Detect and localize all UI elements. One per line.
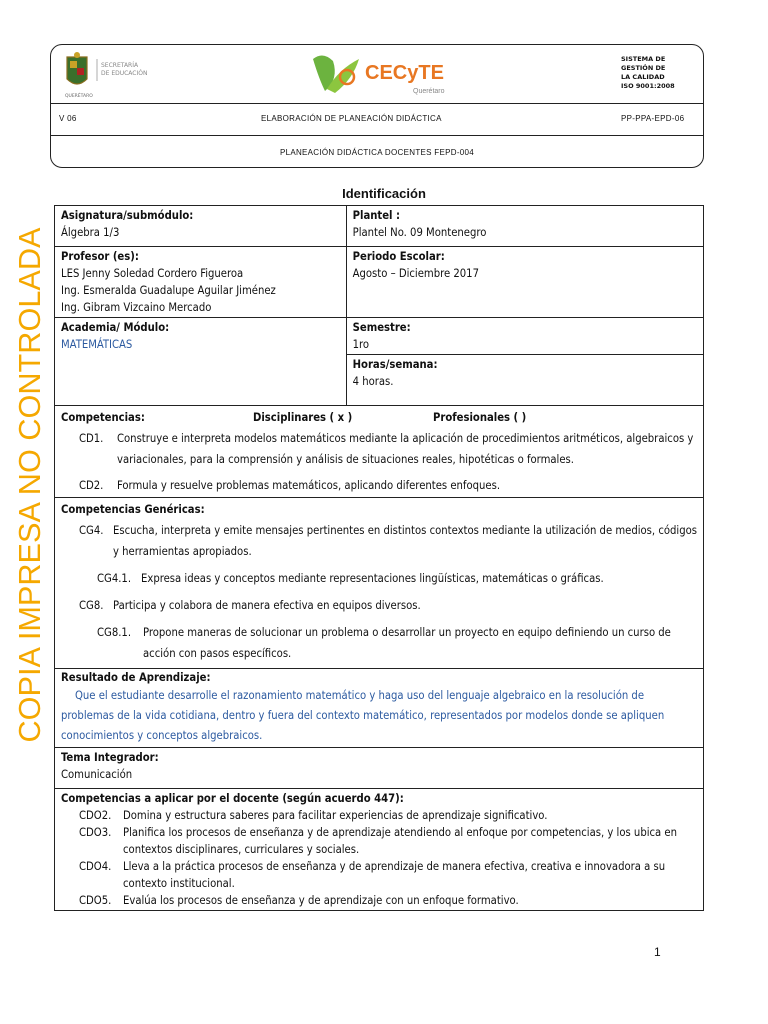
table-row	[55, 318, 704, 355]
generica-code: CG4.1.	[97, 572, 132, 585]
tema-value: Comunicación	[61, 768, 133, 781]
profesor-name: Ing. Gibram Vizcaino Mercado	[61, 301, 212, 314]
academia-label: Academia/ Módulo:	[61, 321, 170, 334]
profesionales-label: Profesionales ( )	[433, 411, 527, 424]
queretaro-small: QUERÉTARO	[65, 94, 93, 99]
docente-label: Competencias a aplicar por el docente (según acuerdo 447):	[61, 792, 404, 805]
asignatura-cell	[55, 206, 347, 247]
semestre-label: Semestre:	[352, 321, 411, 334]
sgc-line: GESTIÓN DE	[621, 64, 666, 72]
secretaria-line1: SECRETARÍA	[101, 62, 139, 69]
resultado-label: Resultado de Aprendizaje:	[61, 671, 211, 684]
table-row	[55, 789, 704, 911]
plantel-cell	[346, 206, 703, 247]
competencias-label: Competencias:	[61, 411, 145, 424]
genericas-cell	[55, 498, 704, 669]
document-title: ELABORACIÓN DE PLANEACIÓN DIDÁCTICA	[261, 114, 442, 123]
docente-item	[61, 858, 697, 892]
generica-code: CG4.	[79, 524, 104, 537]
docente-code: CDO5.	[79, 894, 112, 907]
document-code: PP-PPA-EPD-06	[621, 114, 685, 123]
profesor-name: LES Jenny Soledad Cordero Figueroa	[61, 267, 244, 280]
section-title: Identificación	[342, 186, 426, 201]
competencias-header	[61, 407, 697, 428]
header-divider	[51, 135, 703, 136]
horas-value: 4 horas.	[352, 375, 394, 388]
horas-label: Horas/semana:	[352, 358, 438, 371]
asignatura-label: Asignatura/submódulo:	[61, 209, 194, 222]
planning-table	[54, 205, 704, 911]
generica-code: CG8.1.	[97, 626, 132, 639]
sgc-line: ISO 9001:2008	[621, 82, 675, 90]
competencia-text: Formula y resuelve problemas matemáticos, aplicando diferentes enfoques.	[117, 479, 501, 492]
profesor-cell	[55, 247, 347, 318]
generica-code: CG8.	[79, 599, 104, 612]
watermark-text: COPIA IMPRESA NO CONTROLADA	[13, 230, 47, 743]
header-divider	[51, 103, 703, 104]
cecyte-logo	[309, 49, 469, 101]
resultado-cell	[55, 669, 704, 748]
docente-text: Evalúa los procesos de enseñanza y de aprendizaje con un enfoque formativo.	[123, 894, 519, 907]
profesor-label: Profesor (es):	[61, 250, 139, 263]
sgc-line: SISTEMA DE	[621, 55, 666, 63]
version-label: V 06	[59, 114, 77, 123]
profesor-name: Ing. Esmeralda Guadalupe Aguilar Jiménez	[61, 284, 276, 297]
competencia-item	[61, 428, 697, 470]
competencias-cell	[55, 406, 704, 498]
docente-code: CDO3.	[79, 826, 112, 839]
queretaro-coat-of-arms-logo	[61, 51, 171, 99]
table-row	[55, 206, 704, 247]
generica-item	[61, 622, 697, 664]
genericas-label: Competencias Genéricas:	[61, 503, 205, 516]
generica-text: Propone maneras de solucionar un problema o desarrollar un proyecto en equipo definiendo un curso de acción con pasos específicos.	[143, 626, 671, 660]
periodo-cell	[346, 247, 703, 318]
periodo-value: Agosto – Diciembre 2017	[352, 267, 479, 280]
generica-item	[61, 520, 697, 562]
horas-cell	[346, 355, 703, 406]
docente-item	[61, 807, 697, 824]
tema-label: Tema Integrador:	[61, 751, 159, 764]
asignatura-value: Álgebra 1/3	[61, 226, 120, 239]
table-row	[55, 406, 704, 498]
docente-text: Planifica los procesos de enseñanza y de aprendizaje atendiendo al enfoque por competencias, y los ubica en contextos disciplinares, curriculares y sociales.	[123, 826, 677, 856]
semestre-value: 1ro	[352, 338, 370, 351]
docente-item	[61, 824, 697, 858]
document-header	[50, 44, 704, 168]
plantel-value: Plantel No. 09 Montenegro	[352, 226, 487, 239]
periodo-label: Periodo Escolar:	[352, 250, 445, 263]
docente-text: Domina y estructura saberes para facilitar experiencias de aprendizaje significativo.	[123, 809, 548, 822]
generica-text: Participa y colabora de manera efectiva en equipos diversos.	[113, 599, 421, 612]
docente-code: CDO4.	[79, 860, 112, 873]
generica-text: Escucha, interpreta y emite mensajes pertinentes en distintos contextos mediante la utilización de medios, códigos y herramientas apropiados.	[113, 524, 697, 558]
disciplinares-label: Disciplinares ( x )	[253, 411, 353, 424]
quality-system-label	[621, 55, 701, 91]
brand-subtitle: Querétaro	[413, 88, 445, 95]
docente-item	[61, 892, 697, 909]
generica-text: Expresa ideas y conceptos mediante representaciones lingüísticas, matemáticas o gráficas.	[141, 572, 604, 585]
academia-cell	[55, 318, 347, 406]
sgc-line: LA CALIDAD	[621, 73, 665, 81]
page-number: 1	[654, 945, 661, 959]
table-row	[55, 498, 704, 669]
docente-text: Lleva a la práctica procesos de enseñanza y de aprendizaje de manera efectiva, creativa e innovadora a su contexto institucional.	[123, 860, 666, 890]
secretaria-line2: DE EDUCACIÓN	[101, 70, 148, 77]
generica-item	[61, 568, 697, 589]
semestre-cell	[346, 318, 703, 355]
table-row	[55, 748, 704, 789]
plantel-label: Plantel :	[352, 209, 401, 222]
academia-value: MATEMÁTICAS	[61, 338, 133, 351]
table-row	[55, 247, 704, 318]
form-subtitle: PLANEACIÓN DIDÁCTICA DOCENTES FEPD-004	[279, 148, 475, 157]
resultado-text: Que el estudiante desarrolle el razonamiento matemático y haga uso del lenguaje algebraico en la resolución de problemas de la vida cotidiana, dentro y fuera del contexto matemático, representados por modelos donde se apliquen conocimientos y conceptos algebraicos.	[61, 689, 665, 742]
docente-code: CDO2.	[79, 809, 112, 822]
tema-cell	[55, 748, 704, 789]
competencia-item	[61, 475, 697, 496]
competencia-code: CD2.	[79, 479, 104, 492]
docente-cell	[55, 789, 704, 911]
competencia-text: Construye e interpreta modelos matemáticos mediante la aplicación de procedimientos aritméticos, algebraicos y variacionales, para la comprensión y análisis de situaciones reales, hipotéticas o formales.	[117, 432, 694, 466]
generica-item	[61, 595, 697, 616]
watermark	[6, 225, 50, 745]
competencia-code: CD1.	[79, 432, 104, 445]
table-row	[55, 669, 704, 748]
brand-name: CECyTE	[365, 62, 444, 84]
